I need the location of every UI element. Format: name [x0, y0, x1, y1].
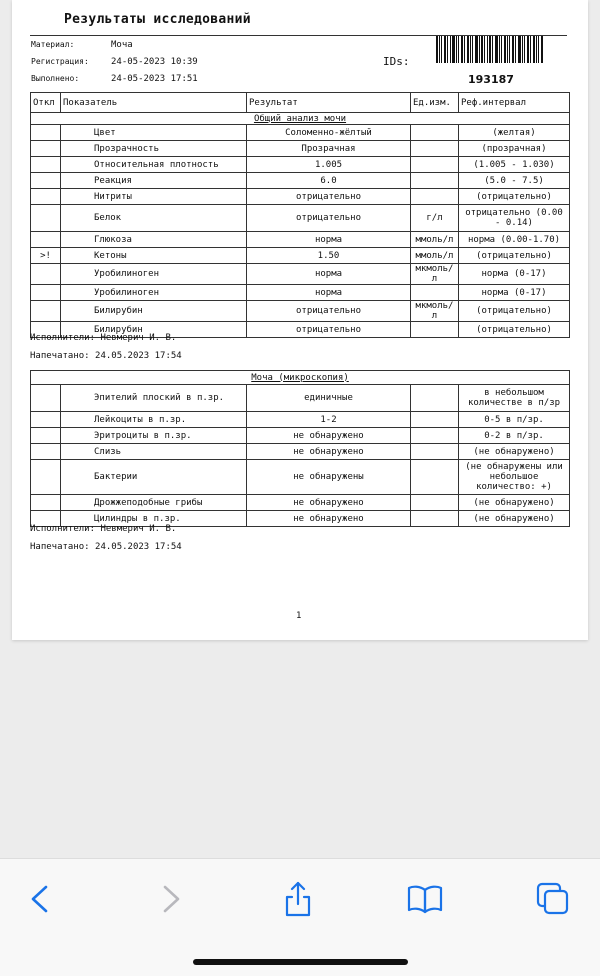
registration-label: Регистрация:	[31, 57, 89, 66]
ref-cell: (не обнаружены или небольшое количество: +)	[459, 460, 570, 495]
flag-cell	[31, 125, 61, 141]
report-title: Результаты исследований	[64, 12, 251, 27]
table-row	[31, 173, 570, 189]
unit-cell	[411, 141, 459, 157]
printed-text: Напечатано: 24.05.2023 17:54	[30, 542, 182, 552]
result-cell: не обнаружено	[247, 428, 411, 444]
indicator-cell: Нитриты	[61, 189, 247, 205]
flag-cell	[31, 460, 61, 495]
barcode	[436, 36, 543, 63]
result-cell: не обнаружено	[247, 495, 411, 511]
indicator-cell: Эритроциты в п.зр.	[61, 428, 247, 444]
indicator-cell: Слизь	[61, 444, 247, 460]
id-number: 193187	[468, 73, 514, 86]
header-ref: Реф.интервал	[459, 93, 570, 113]
flag-cell	[31, 285, 61, 301]
completed-row	[31, 74, 198, 84]
table-row	[31, 495, 570, 511]
table-row	[31, 428, 570, 444]
section-row	[31, 113, 570, 125]
ids-label: IDs:	[383, 55, 410, 68]
indicator-cell: Кетоны	[61, 248, 247, 264]
indicator-cell: Билирубин	[61, 322, 247, 338]
unit-cell	[411, 125, 459, 141]
browser-toolbar	[0, 858, 600, 976]
registration-row	[31, 57, 198, 67]
section-title: Моча (микроскопия)	[31, 371, 570, 385]
header-result: Результат	[247, 93, 411, 113]
table-row	[31, 264, 570, 285]
indicator-cell: Билирубин	[61, 301, 247, 322]
result-cell: норма	[247, 264, 411, 285]
ref-cell: норма (0-17)	[459, 285, 570, 301]
unit-cell	[411, 157, 459, 173]
page-number: 1	[296, 611, 302, 621]
flag-cell	[31, 189, 61, 205]
unit-cell	[411, 322, 459, 338]
ref-cell: (не обнаружено)	[459, 444, 570, 460]
result-cell: отрицательно	[247, 205, 411, 232]
table-row	[31, 285, 570, 301]
flag-cell	[31, 444, 61, 460]
flag-cell	[31, 157, 61, 173]
table-header-row	[31, 93, 570, 113]
result-cell: 1.005	[247, 157, 411, 173]
indicator-cell: Белок	[61, 205, 247, 232]
unit-cell	[411, 444, 459, 460]
ref-cell: (желтая)	[459, 125, 570, 141]
performers-text: Исполнители: Невмерич И. В.	[30, 333, 177, 343]
unit-cell	[411, 385, 459, 412]
table-row	[31, 412, 570, 428]
indicator-cell: Реакция	[61, 173, 247, 189]
indicator-cell: Цилиндры в п.зр.	[61, 511, 247, 527]
result-cell: 6.0	[247, 173, 411, 189]
performers-text: Исполнители: Невмерич И. В.	[30, 524, 177, 534]
indicator-cell: Глюкоза	[61, 232, 247, 248]
indicator-cell: Прозрачность	[61, 141, 247, 157]
home-indicator[interactable]	[193, 959, 408, 965]
header-indicator: Показатель	[61, 93, 247, 113]
unit-cell	[411, 173, 459, 189]
result-cell: норма	[247, 232, 411, 248]
unit-cell	[411, 495, 459, 511]
flag-cell: >!	[31, 248, 61, 264]
flag-cell	[31, 301, 61, 322]
tabs-icon[interactable]	[533, 879, 573, 919]
table-row	[31, 460, 570, 495]
result-cell: отрицательно	[247, 189, 411, 205]
ref-cell: (отрицательно)	[459, 301, 570, 322]
ref-cell: норма (0.00-1.70)	[459, 232, 570, 248]
result-cell: единичные	[247, 385, 411, 412]
unit-cell	[411, 285, 459, 301]
flag-cell	[31, 412, 61, 428]
indicator-cell: Дрожжеподобные грибы	[61, 495, 247, 511]
table-row	[31, 385, 570, 412]
section-row	[31, 371, 570, 385]
table-row	[31, 232, 570, 248]
unit-cell	[411, 428, 459, 444]
flag-cell	[31, 264, 61, 285]
ref-cell: норма (0-17)	[459, 264, 570, 285]
result-cell: не обнаружены	[247, 460, 411, 495]
printed-text: Напечатано: 24.05.2023 17:54	[30, 351, 182, 361]
table-row	[31, 301, 570, 322]
flag-cell	[31, 173, 61, 189]
result-cell: Прозрачная	[247, 141, 411, 157]
result-cell: отрицательно	[247, 322, 411, 338]
material-label: Материал:	[31, 40, 75, 49]
ref-cell: (отрицательно)	[459, 189, 570, 205]
indicator-cell: Уробилиноген	[61, 264, 247, 285]
header-flag: Откл	[31, 93, 61, 113]
ref-cell: (1.005 - 1.030)	[459, 157, 570, 173]
ref-cell: (отрицательно)	[459, 322, 570, 338]
unit-cell: ммоль/л	[411, 232, 459, 248]
registration-value: 24-05-2023 10:39	[111, 57, 198, 67]
result-cell: не обнаружено	[247, 511, 411, 527]
ref-cell: 0-5 в п/зр.	[459, 412, 570, 428]
book-icon[interactable]	[405, 879, 445, 919]
result-cell: Соломенно-жёлтый	[247, 125, 411, 141]
flag-cell	[31, 232, 61, 248]
indicator-cell: Бактерии	[61, 460, 247, 495]
header-unit: Ед.изм.	[411, 93, 459, 113]
material-value: Моча	[111, 40, 133, 50]
flag-cell	[31, 495, 61, 511]
unit-cell: мкмоль/л	[411, 264, 459, 285]
unit-cell	[411, 460, 459, 495]
flag-cell	[31, 428, 61, 444]
table-row-flagged	[31, 248, 570, 264]
unit-cell: г/л	[411, 205, 459, 232]
result-cell: не обнаружено	[247, 444, 411, 460]
completed-label: Выполнено:	[31, 74, 80, 83]
result-cell: 1.50	[247, 248, 411, 264]
completed-value: 24-05-2023 17:51	[111, 74, 198, 84]
chevron-right-icon[interactable]	[151, 879, 191, 919]
flag-cell	[31, 141, 61, 157]
ref-cell: в небольшом количестве в п/зр	[459, 385, 570, 412]
unit-cell: ммоль/л	[411, 248, 459, 264]
results-table	[30, 92, 570, 338]
table-row	[31, 205, 570, 232]
chevron-left-icon[interactable]	[20, 879, 60, 919]
microscopy-table	[30, 370, 570, 527]
unit-cell	[411, 412, 459, 428]
unit-cell	[411, 189, 459, 205]
indicator-cell: Лейкоциты в п.зр.	[61, 412, 247, 428]
ref-cell: (не обнаружено)	[459, 511, 570, 527]
table-row	[31, 444, 570, 460]
unit-cell	[411, 511, 459, 527]
indicator-cell: Относительная плотность	[61, 157, 247, 173]
ref-cell: 0-2 в п/зр.	[459, 428, 570, 444]
ref-cell: отрицательно (0.00 - 0.14)	[459, 205, 570, 232]
section-title: Общий анализ мочи	[31, 113, 570, 125]
table-row	[31, 125, 570, 141]
ref-cell: (5.0 - 7.5)	[459, 173, 570, 189]
table-row	[31, 157, 570, 173]
table-row	[31, 141, 570, 157]
ref-cell: (прозрачная)	[459, 141, 570, 157]
indicator-cell: Эпителий плоский в п.зр.	[61, 385, 247, 412]
flag-cell	[31, 205, 61, 232]
indicator-cell: Уробилиноген	[61, 285, 247, 301]
result-cell: отрицательно	[247, 301, 411, 322]
ref-cell: (отрицательно)	[459, 248, 570, 264]
unit-cell: мкмоль/л	[411, 301, 459, 322]
result-cell: 1-2	[247, 412, 411, 428]
share-icon[interactable]	[278, 879, 318, 919]
indicator-cell: Цвет	[61, 125, 247, 141]
material-row	[31, 40, 133, 50]
ref-cell: (не обнаружено)	[459, 495, 570, 511]
result-cell: норма	[247, 285, 411, 301]
flag-cell	[31, 385, 61, 412]
table-row	[31, 189, 570, 205]
